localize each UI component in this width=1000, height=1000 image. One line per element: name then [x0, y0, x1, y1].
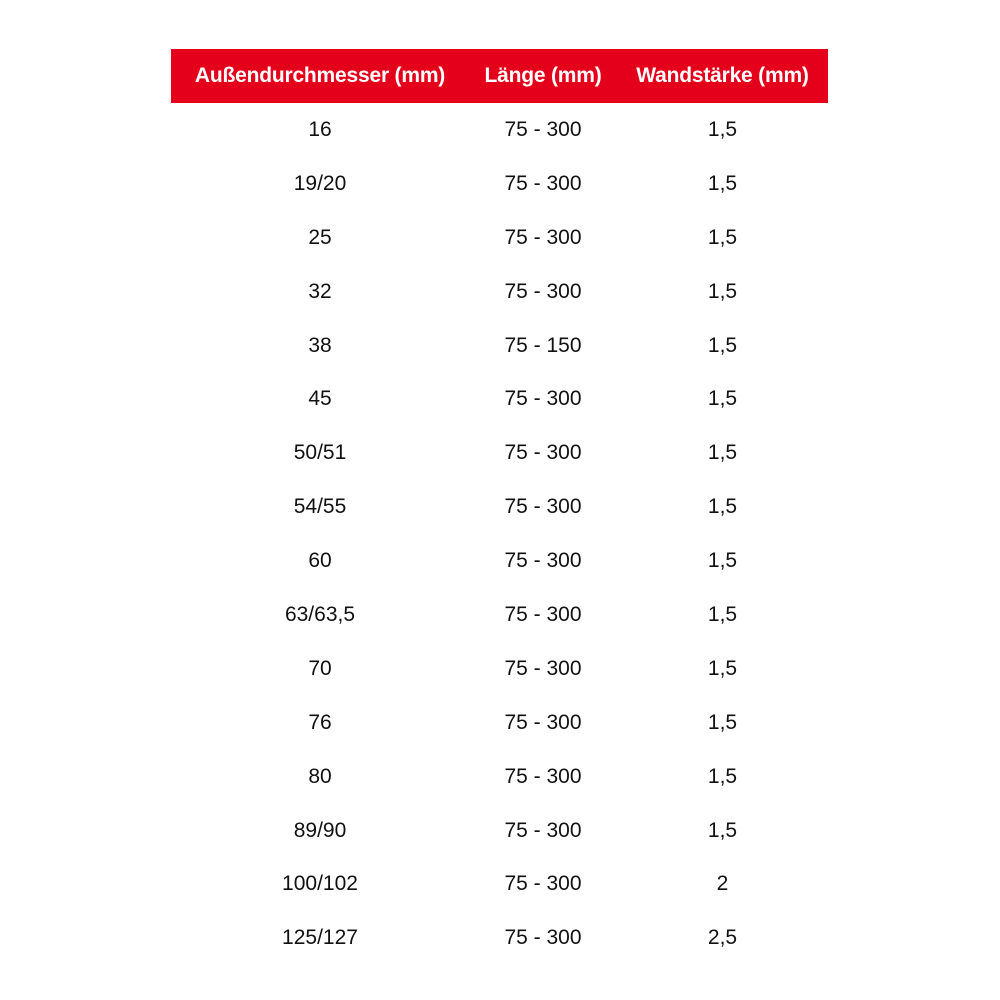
wall-thickness-cell: 1,5 — [707, 441, 738, 465]
length-cell: 75 - 300 — [504, 656, 582, 680]
outer-diameter-cell: 70 — [308, 656, 332, 680]
wall-thickness-cell: 2 — [716, 872, 729, 896]
wall-thickness-cell: 1,5 — [707, 495, 738, 519]
length-cell: 75 - 300 — [504, 171, 582, 195]
length-cell: 75 - 300 — [504, 387, 582, 411]
table-row — [171, 211, 828, 265]
table-row — [171, 319, 828, 373]
wall-thickness-cell: 1,5 — [707, 710, 738, 734]
outer-diameter-cell: 60 — [308, 549, 332, 573]
wall-thickness-cell: 1,5 — [707, 279, 738, 303]
length-cell: 75 - 300 — [504, 602, 582, 626]
table-row — [171, 265, 828, 319]
outer-diameter-cell: 76 — [308, 710, 332, 734]
outer-diameter-cell: 38 — [308, 333, 332, 357]
wall-thickness-cell: 1,5 — [707, 171, 738, 195]
length-cell: 75 - 300 — [504, 764, 582, 788]
wall-thickness-cell: 2,5 — [707, 926, 738, 950]
table-row — [171, 588, 828, 642]
wall-thickness-cell: 1,5 — [707, 549, 738, 573]
length-cell: 75 - 300 — [504, 710, 582, 734]
table-row — [171, 534, 828, 588]
wall-thickness-cell: 1,5 — [707, 764, 738, 788]
table-row — [171, 426, 828, 480]
wall-thickness-cell: 1,5 — [707, 656, 738, 680]
length-cell: 75 - 300 — [504, 441, 582, 465]
outer-diameter-cell: 54/55 — [293, 495, 347, 519]
table-row — [171, 372, 828, 426]
header-length: Länge (mm) — [484, 64, 602, 87]
wall-thickness-cell: 1,5 — [707, 602, 738, 626]
table-row — [171, 157, 828, 211]
table-header — [171, 49, 828, 103]
outer-diameter-cell: 100/102 — [282, 872, 358, 896]
header-outer-diameter: Außendurchmesser (mm) — [194, 64, 446, 87]
header-row — [171, 49, 828, 103]
table-row — [171, 480, 828, 534]
length-cell: 75 - 300 — [504, 495, 582, 519]
spec-table — [171, 49, 828, 965]
length-cell: 75 - 300 — [504, 225, 582, 249]
wall-thickness-cell: 1,5 — [707, 333, 738, 357]
outer-diameter-cell: 50/51 — [293, 441, 347, 465]
length-cell: 75 - 300 — [504, 872, 582, 896]
outer-diameter-cell: 25 — [308, 225, 332, 249]
wall-thickness-cell: 1,5 — [707, 818, 738, 842]
table-row — [171, 804, 828, 858]
outer-diameter-cell: 16 — [308, 117, 332, 141]
wall-thickness-cell: 1,5 — [707, 117, 738, 141]
length-cell: 75 - 300 — [504, 549, 582, 573]
outer-diameter-cell: 125/127 — [282, 926, 358, 950]
table-row — [171, 696, 828, 750]
table-row — [171, 642, 828, 696]
length-cell: 75 - 150 — [504, 333, 582, 357]
length-cell: 75 - 300 — [504, 117, 582, 141]
outer-diameter-cell: 63/63,5 — [284, 602, 356, 626]
table-row — [171, 857, 828, 911]
outer-diameter-cell: 89/90 — [293, 818, 347, 842]
outer-diameter-cell: 19/20 — [293, 171, 347, 195]
length-cell: 75 - 300 — [504, 818, 582, 842]
outer-diameter-cell: 80 — [308, 764, 332, 788]
wall-thickness-cell: 1,5 — [707, 225, 738, 249]
header-wall-thickness: Wandstärke (mm) — [636, 64, 809, 87]
table-body — [171, 103, 828, 965]
outer-diameter-cell: 32 — [308, 279, 332, 303]
wall-thickness-cell: 1,5 — [707, 387, 738, 411]
length-cell: 75 - 300 — [504, 926, 582, 950]
table-row — [171, 103, 828, 157]
outer-diameter-cell: 45 — [308, 387, 332, 411]
table-row — [171, 750, 828, 804]
table-row — [171, 911, 828, 965]
length-cell: 75 - 300 — [504, 279, 582, 303]
